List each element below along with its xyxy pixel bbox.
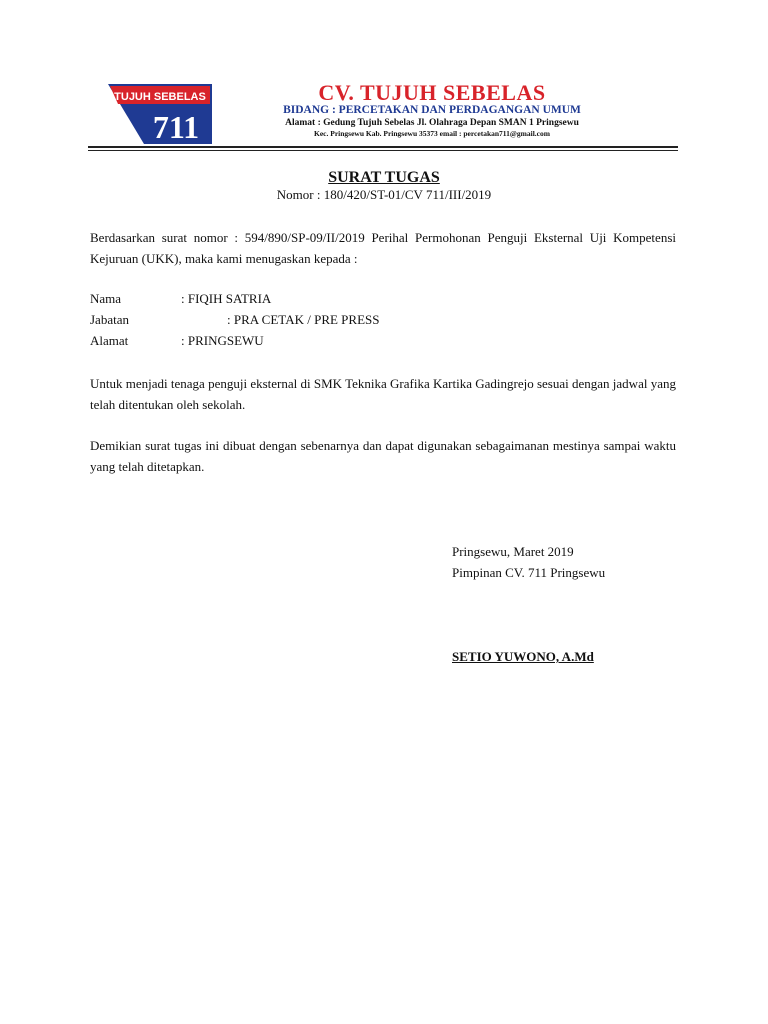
logo-text-top: TUJUH SEBELAS xyxy=(114,91,206,103)
company-contact: Kec. Pringsewu Kab. Pringsewu 35373 email : percetakan711@gmail.com xyxy=(314,129,550,138)
company-address: Alamat : Gedung Tujuh Sebelas Jl. Olahraga Depan SMAN 1 Pringsewu xyxy=(285,118,579,128)
assignment-paragraph: Untuk menjadi tenaga penguji eksternal di SMK Teknika Grafika Kartika Gadingrejo sesuai dengan jadwal yang telah ditentukan oleh sekolah. xyxy=(90,376,676,412)
logo-shield-icon xyxy=(108,84,212,144)
address-label: Alamat xyxy=(90,333,129,348)
signature-place-date: Pringsewu, Maret 2019 xyxy=(452,544,574,559)
position-label: Jabatan xyxy=(90,312,129,327)
opening-paragraph: Berdasarkan surat nomor : 594/890/SP-09/II/2019 Perihal Permohonan Penguji Eksternal Uji Kompetensi Kejuruan (UKK), maka kami menugaskan kepada : xyxy=(90,230,676,266)
position-value: : PRA CETAK / PRE PRESS xyxy=(227,312,380,327)
address-value: : PRINGSEWU xyxy=(181,333,264,348)
business-field: BIDANG : PERCETAKAN DAN PERDAGANGAN UMUM xyxy=(283,104,581,116)
signature-role: Pimpinan CV. 711 Pringsewu xyxy=(452,565,606,580)
letterhead-divider-thin xyxy=(88,150,678,151)
name-value: : FIQIH SATRIA xyxy=(181,291,272,306)
document-number: Nomor : 180/420/ST-01/CV 711/III/2019 xyxy=(276,187,492,202)
signatory-name: SETIO YUWONO, A.Md xyxy=(452,649,594,664)
company-name: CV. TUJUH SEBELAS xyxy=(318,80,546,105)
closing-paragraph: Demikian surat tugas ini dibuat dengan sebenarnya dan dapat digunakan sebagaimanan mestinya sampai waktu yang telah ditetapkan. xyxy=(90,438,676,474)
document-title: SURAT TUGAS xyxy=(328,169,440,186)
logo-number: 711 xyxy=(152,109,200,144)
name-label: Nama xyxy=(90,291,122,306)
company-logo xyxy=(108,84,212,144)
letterhead-divider xyxy=(88,146,678,148)
